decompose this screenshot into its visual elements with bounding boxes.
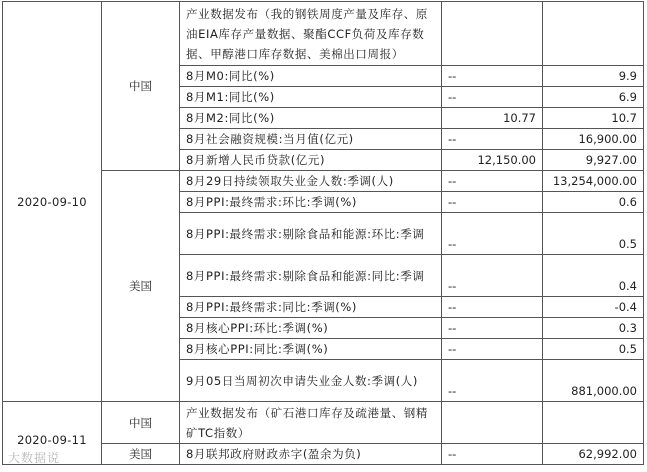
value-cell: 13,254,000.00 xyxy=(543,171,644,192)
event-cell: 8月M1:同比(%) xyxy=(180,87,442,108)
previous-value-cell: -- xyxy=(442,318,543,339)
country-cell: 中国 xyxy=(102,402,180,444)
previous-value-cell: -- xyxy=(442,339,543,360)
event-cell: 8月PPI:最终需求:环比:季调(%) xyxy=(180,192,442,213)
previous-value-cell: -- xyxy=(442,360,543,402)
event-cell: 产业数据发布（矿石港口库存及疏港量、钢精矿TC指数） xyxy=(180,402,442,444)
previous-value-cell: -- xyxy=(442,297,543,318)
previous-value-cell: -- xyxy=(442,213,543,255)
value-cell: 16,900.00 xyxy=(543,129,644,150)
previous-value-cell: -- xyxy=(442,255,543,297)
value-cell: 881,000.00 xyxy=(543,360,644,402)
value-cell: 0.4 xyxy=(543,255,644,297)
table-row xyxy=(3,402,644,444)
event-cell: 8月社会融资规模:当月值(亿元) xyxy=(180,129,442,150)
value-cell: -0.4 xyxy=(543,297,644,318)
previous-value-cell: -- xyxy=(442,129,543,150)
value-cell: 6.9 xyxy=(543,87,644,108)
country-cell: 美国 xyxy=(102,444,180,465)
value-cell: 0.3 xyxy=(543,318,644,339)
previous-value-cell xyxy=(442,402,543,444)
event-cell: 8月PPI:最终需求:剔除食品和能源:环比:季调 xyxy=(180,213,442,255)
value-cell: 0.5 xyxy=(543,213,644,255)
event-cell: 8月M0:同比(%) xyxy=(180,66,442,87)
date-cell: 2020-09-11 xyxy=(3,402,102,465)
previous-value-cell: -- xyxy=(442,66,543,87)
value-cell xyxy=(543,402,644,444)
event-cell: 9月05日当周初次申请失业金人数:季调(人) xyxy=(180,360,442,402)
value-cell: 0.5 xyxy=(543,339,644,360)
value-cell: 9,927.00 xyxy=(543,150,644,171)
event-cell: 8月核心PPI:同比:季调(%) xyxy=(180,339,442,360)
event-cell: 8月新增人民币贷款(亿元) xyxy=(180,150,442,171)
event-cell: 8月29日持续领取失业金人数:季调(人) xyxy=(180,171,442,192)
event-cell: 产业数据发布（我的钢铁周度产量及库存、原油EIA库存产量数据、聚酯CCF负荷及库存数据、甲醇港口库存数据、美棉出口周报） xyxy=(180,2,442,66)
previous-value-cell: -- xyxy=(442,192,543,213)
event-cell: 8月PPI:最终需求:剔除食品和能源:同比:季调 xyxy=(180,255,442,297)
economic-calendar-table xyxy=(2,1,644,465)
value-cell: 0.6 xyxy=(543,192,644,213)
country-cell: 美国 xyxy=(102,171,180,402)
value-cell: 9.9 xyxy=(543,66,644,87)
value-cell: 62,992.00 xyxy=(543,444,644,465)
previous-value-cell: 10.77 xyxy=(442,108,543,129)
value-cell xyxy=(543,2,644,66)
previous-value-cell: -- xyxy=(442,444,543,465)
previous-value-cell: -- xyxy=(442,87,543,108)
previous-value-cell: 12,150.00 xyxy=(442,150,543,171)
event-cell: 8月PPI:最终需求:同比:季调(%) xyxy=(180,297,442,318)
event-cell: 8月核心PPI:环比:季调(%) xyxy=(180,318,442,339)
date-cell: 2020-09-10 xyxy=(3,2,102,402)
previous-value-cell xyxy=(442,2,543,66)
event-cell: 8月M2:同比(%) xyxy=(180,108,442,129)
value-cell: 10.7 xyxy=(543,108,644,129)
watermark-text: 大数据说 xyxy=(8,451,61,465)
event-cell: 8月联邦政府财政赤字(盈余为负) xyxy=(180,444,442,465)
table-row xyxy=(3,2,644,66)
previous-value-cell: -- xyxy=(442,171,543,192)
country-cell: 中国 xyxy=(102,2,180,171)
